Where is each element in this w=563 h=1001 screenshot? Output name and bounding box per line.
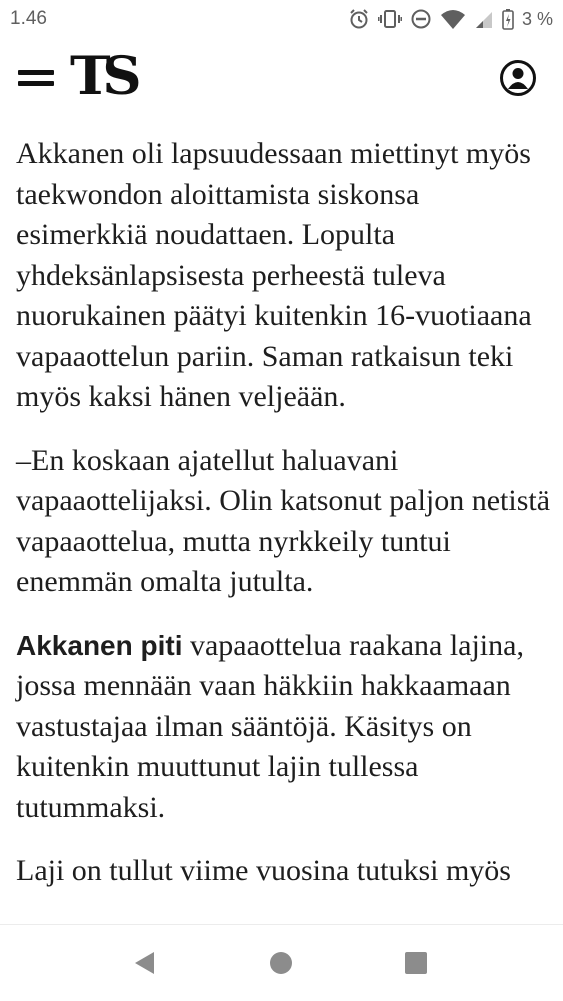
status-bar bbox=[0, 0, 563, 40]
paragraph-lead: Akkanen piti bbox=[16, 629, 183, 661]
status-icons bbox=[348, 6, 553, 32]
article-body bbox=[16, 134, 556, 915]
article-paragraph: Laji on tullut viime vuosina tutuksi myös bbox=[16, 854, 511, 887]
wifi-icon bbox=[440, 8, 466, 30]
logo[interactable]: TS bbox=[70, 45, 134, 107]
navigation-bar bbox=[0, 924, 563, 1001]
vibrate-icon bbox=[378, 8, 402, 30]
back-icon[interactable] bbox=[132, 950, 158, 976]
article-paragraph bbox=[16, 626, 556, 829]
signal-icon bbox=[474, 8, 494, 30]
recents-icon[interactable] bbox=[403, 950, 429, 976]
article-paragraph: Akkanen oli lapsuudessaan miettinyt myös taekwondon aloittamista siskonsa esimerkkiä noudattaen. Lopulta yhdeksänlapsisesta perheestä tuleva nuorukainen päätyi kuitenkin 16-vuotiaana vapaaottelun pariin. Saman ratkaisun teki myös kaksi hänen veljeään. bbox=[16, 137, 532, 413]
status-time: 1.46 bbox=[10, 8, 47, 29]
battery-percent: 3 % bbox=[521, 8, 553, 29]
hamburger-icon[interactable] bbox=[18, 68, 56, 90]
article-paragraph: –En koskaan ajatellut haluavani vapaaottelijaksi. Olin katsonut paljon netistä vapaaottelua, mutta nyrkkeily tuntui enemmän omalta jutulta. bbox=[16, 443, 551, 598]
battery-icon bbox=[502, 8, 514, 30]
account-icon[interactable] bbox=[499, 59, 537, 97]
home-icon[interactable] bbox=[268, 950, 294, 976]
paragraph-text: vapaaottelua raakana lajina, jossa mennään vaan häkkiin hakkaamaan vastustajaa ilman sääntöjä. Käsitys on kuitenkin muuttunut lajin tullessa tutummaksi. bbox=[16, 628, 524, 824]
alarm-icon bbox=[348, 8, 370, 30]
app-header bbox=[0, 44, 563, 112]
do-not-disturb-icon bbox=[410, 8, 432, 30]
